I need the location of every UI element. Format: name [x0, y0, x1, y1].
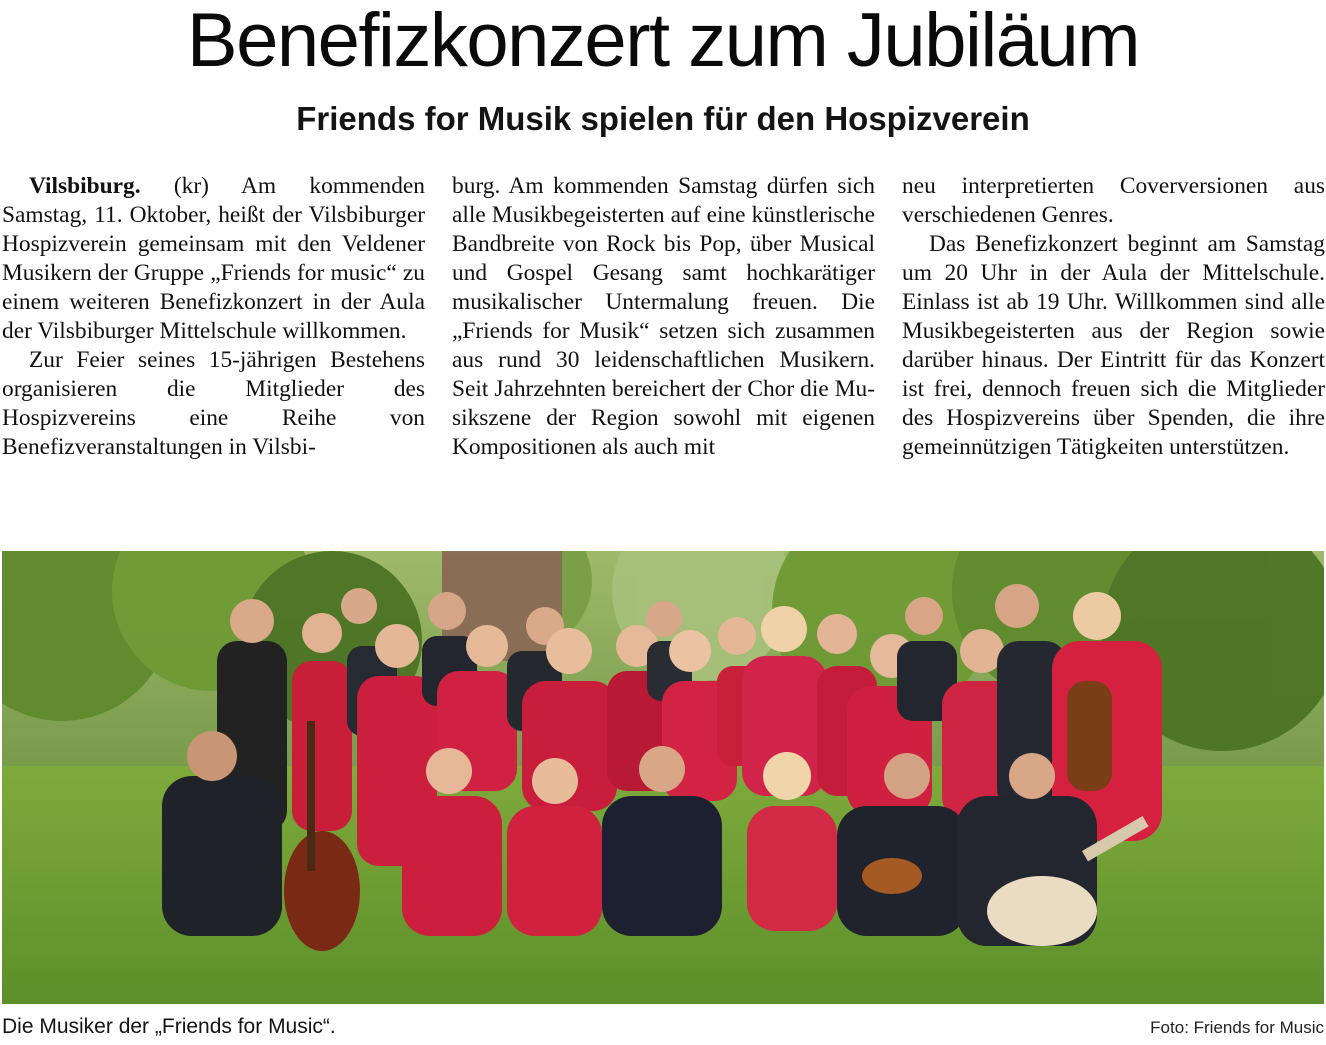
- photo-caption: Die Musiker der „Friends for Music“.: [2, 1015, 336, 1038]
- paragraph: [2, 172, 425, 346]
- article-headline: Benefizkonzert zum Jubiläum: [186, 0, 1140, 83]
- group-photo-illustration: [2, 551, 1324, 1004]
- paragraph: Zur Feier seines 15-jährigen Bestehens organisieren die Mitglieder des Hospizvereins eine Reihe von Benefizveranstaltungen in Vilsbi-: [2, 347, 425, 460]
- group-photo: [2, 551, 1324, 1004]
- text-column-3: [902, 172, 1325, 462]
- paragraph-text: (kr) Am kommenden Samstag, 11. Oktober, heißt der Vilsbiburger Hospizverein gemeinsam mit den Veldener Musikern der Gruppe „Friends for music“ zu einem weiteren Benefizkonzert in der Aula der Vilsbiburger Mittelschule willkommen.: [2, 173, 425, 344]
- photo-credit: Foto: Friends for Music: [1150, 1018, 1324, 1037]
- text-column-1: [2, 172, 425, 462]
- text-column-2: [452, 172, 875, 462]
- paragraph: Das Benefizkonzert beginnt am Samstag um 20 Uhr in der Aula der Mittelschule. Einlass ist ab 19 Uhr. Willkommen sind alle Musikbegeisterten aus der Region sowie darüber hinaus. Der Eintritt für das Konzert ist frei, dennoch freuen sich die Mitglieder des Hospizvereins über Spenden, die ihre gemeinnützigen Tätigkeiten unterstützen.: [902, 231, 1325, 460]
- paragraph: neu interpretierten Coverversionen aus verschiedenen Genres.: [902, 173, 1325, 228]
- article-subheadline: Friends for Musik spielen für den Hospizverein: [296, 100, 1030, 137]
- paragraph: burg. Am kommenden Samstag dürfen sich alle Musikbegeisterten auf eine künstlerische Bandbreite von Rock bis Pop, über Musical und Gospel Gesang samt hochkarätiger musikalischer Untermalung freuen. Die „Friends for Musik“ setzen sich zusammen aus rund 30 leidenschaftlichen Musikern. Seit Jahrzehnten bereichert der Chor die Musikszene der Region sowohl mit eigenen Kompositionen als auch mit: [452, 173, 875, 460]
- dateline: Vilsbiburg.: [29, 173, 141, 199]
